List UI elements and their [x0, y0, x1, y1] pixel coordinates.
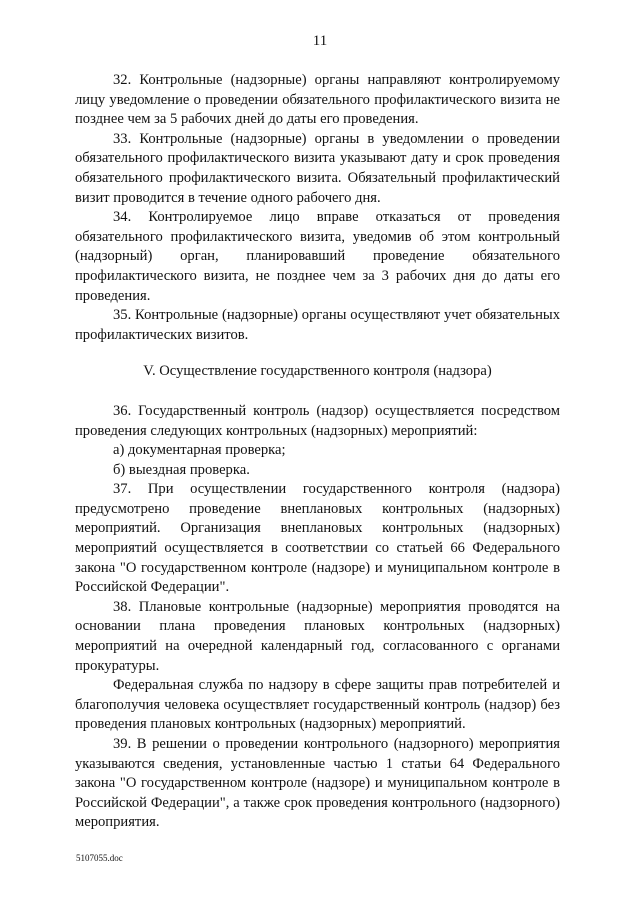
section-heading: V. Осуществление государственного контроля (надзора)	[143, 363, 492, 380]
document-body	[75, 71, 560, 833]
paragraph-32: 32. Контрольные (надзорные) органы направляют контролируемому лицу уведомление о проведении обязательного профилактического визита не позднее чем за 5 рабочих дней до даты его проведения.	[75, 72, 560, 128]
page-number: 11	[312, 33, 328, 49]
list-item-b: б) выездная проверка.	[113, 461, 250, 478]
paragraph-38: 38. Плановые контрольные (надзорные) мероприятия проводятся на основании плана проведения плановых контрольных (надзорных) мероприятий на очередной календарный год, согласованного с органами прокуратуры.	[75, 598, 560, 674]
paragraph-rospotrebnadzor: Федеральная служба по надзору в сфере защиты прав потребителей и благополучия человека осуществляет государственный контроль (надзор) без проведения плановых контрольных (надзорных) мероприятий.	[75, 677, 560, 733]
footer-filename: 5107055.doc	[76, 853, 123, 863]
paragraph-33: 33. Контрольные (надзорные) органы в уведомлении о проведении обязательного профилактического визита указывают дату и срок проведения обязательного профилактического визита. Обязательный профилактический визит проводится в течение одного рабочего дня.	[75, 130, 560, 206]
list-item-a: а) документарная проверка;	[113, 442, 286, 459]
paragraph-35: 35. Контрольные (надзорные) органы осуществляют учет обязательных профилактических визитов.	[75, 307, 560, 343]
paragraph-39: 39. В решении о проведении контрольного (надзорного) мероприятия указываются сведения, установленные частью 1 статьи 64 Федерального закона "О государственном контроле (надзоре) и муниципальном контроле в Российской Федерации", а также срок проведения контрольного (надзорного) мероприятия.	[75, 736, 560, 831]
paragraph-34: 34. Контролируемое лицо вправе отказаться от проведения обязательного профилактического визита, уведомив об этом контрольный (надзорный) орган, планировавший проведение обязательного профилактического визита, не позднее чем за 3 рабочих дня до даты его проведения.	[75, 209, 560, 304]
paragraph-36: 36. Государственный контроль (надзор) осуществляется посредством проведения следующих контрольных (надзорных) мероприятий:	[75, 402, 560, 439]
paragraph-37: 37. При осуществлении государственного контроля (надзора) предусмотрено проведение внеплановых контрольных (надзорных) мероприятий. Организация внеплановых контрольных (надзорных) мероприятий осуществляется в соответствии со статьей 66 Федерального закона "О государственном контроле (надзоре) и муниципальном контроле в Российской Федерации".	[75, 481, 560, 596]
